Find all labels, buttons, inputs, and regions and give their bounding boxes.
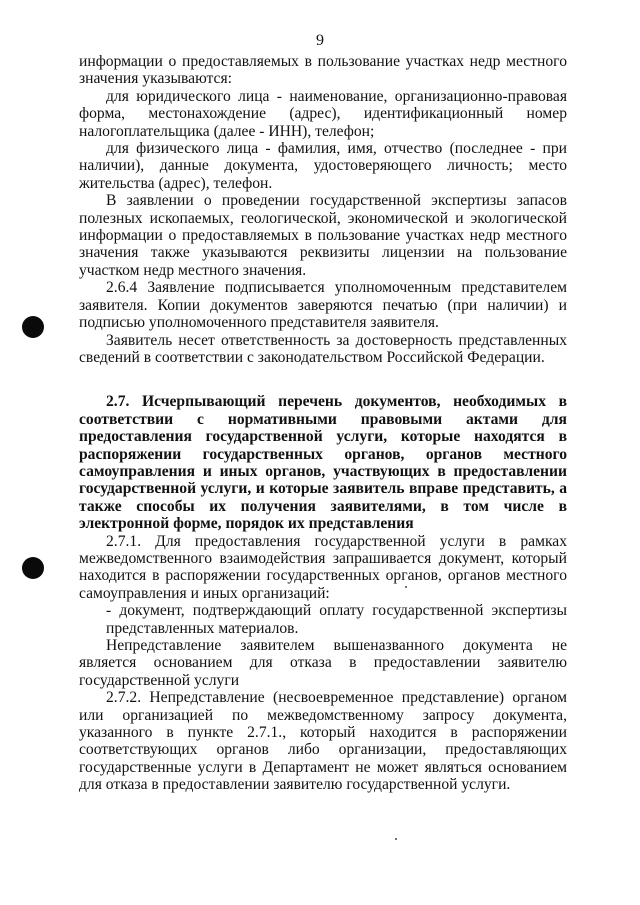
paragraph: Непредставление заявителем вышеназванного документа не является основанием для отказа в предоставлении заявителю государственной услуги: [79, 637, 567, 689]
paragraph: для юридического лица - наименование, организационно-правовая форма, местонахождение (адрес), идентификационный номер налогоплательщика (далее - ИНН), телефон;: [79, 87, 567, 140]
section-heading: 2.7. Исчерпывающий перечень документов, необходимых в соответствии с нормативными правовыми актами для предоставления государственной услуги, которые находятся в распоряжении государственных органов, органов местного самоуправления и иных органов, участвующих в предоставлении государственной услуги, и которые заявитель вправе представить, а также способы их получения заявителями, в том числе в электронной форме, порядок их представления: [79, 393, 567, 533]
punch-hole-mark: [22, 316, 44, 338]
section-spacer: [79, 366, 567, 393]
list-item: - документ, подтверждающий оплату государственной экспертизы представленных материалов.: [106, 602, 567, 637]
paragraph: для физического лица - фамилия, имя, отчество (последнее - при наличии), данные документа, удостоверяющего личность; место жительства (адрес), телефон.: [79, 140, 567, 192]
paragraph: информации о предоставляемых в пользование участках недр местного значения указываются:: [79, 53, 567, 88]
paragraph: 2.7.2. Непредставление (несвоевременное представление) органом или организацией по межведомственному запросу документа, указанного в пункте 2.7.1., который находится в распоряжении соответствующих органов либо организации, предоставляющих государственные услуги в Департамент не может являться основанием для отказа в предоставлении заявителю государственной услуги.: [79, 689, 567, 794]
punch-hole-mark: [22, 557, 44, 579]
paragraph: В заявлении о проведении государственной экспертизы запасов полезных ископаемых, геологической, экономической и экологической информации о предоставляемых в пользование участках недр местного значения также указываются реквизиты лицензии на пользование участком недр местного значения.: [79, 192, 567, 279]
paragraph: 2.7.1. Для предоставления государственной услуги в рамках межведомственного взаимодействия запрашивается документ, который находится в распоряжении государственных органов, органов местного самоуправления и иных организаций:: [79, 532, 567, 602]
scan-speck: [395, 838, 397, 840]
paragraph: Заявитель несет ответственность за достоверность представленных сведений в соответствии с законодательством Российской Федерации.: [79, 331, 567, 366]
page-number: 9: [316, 32, 324, 49]
paragraph: 2.6.4 Заявление подписывается уполномоченным представителем заявителя. Копии документов заверяются печатью (при наличии) и подписью уполномоченного представителя заявителя.: [79, 279, 567, 332]
document-body: [79, 53, 567, 794]
